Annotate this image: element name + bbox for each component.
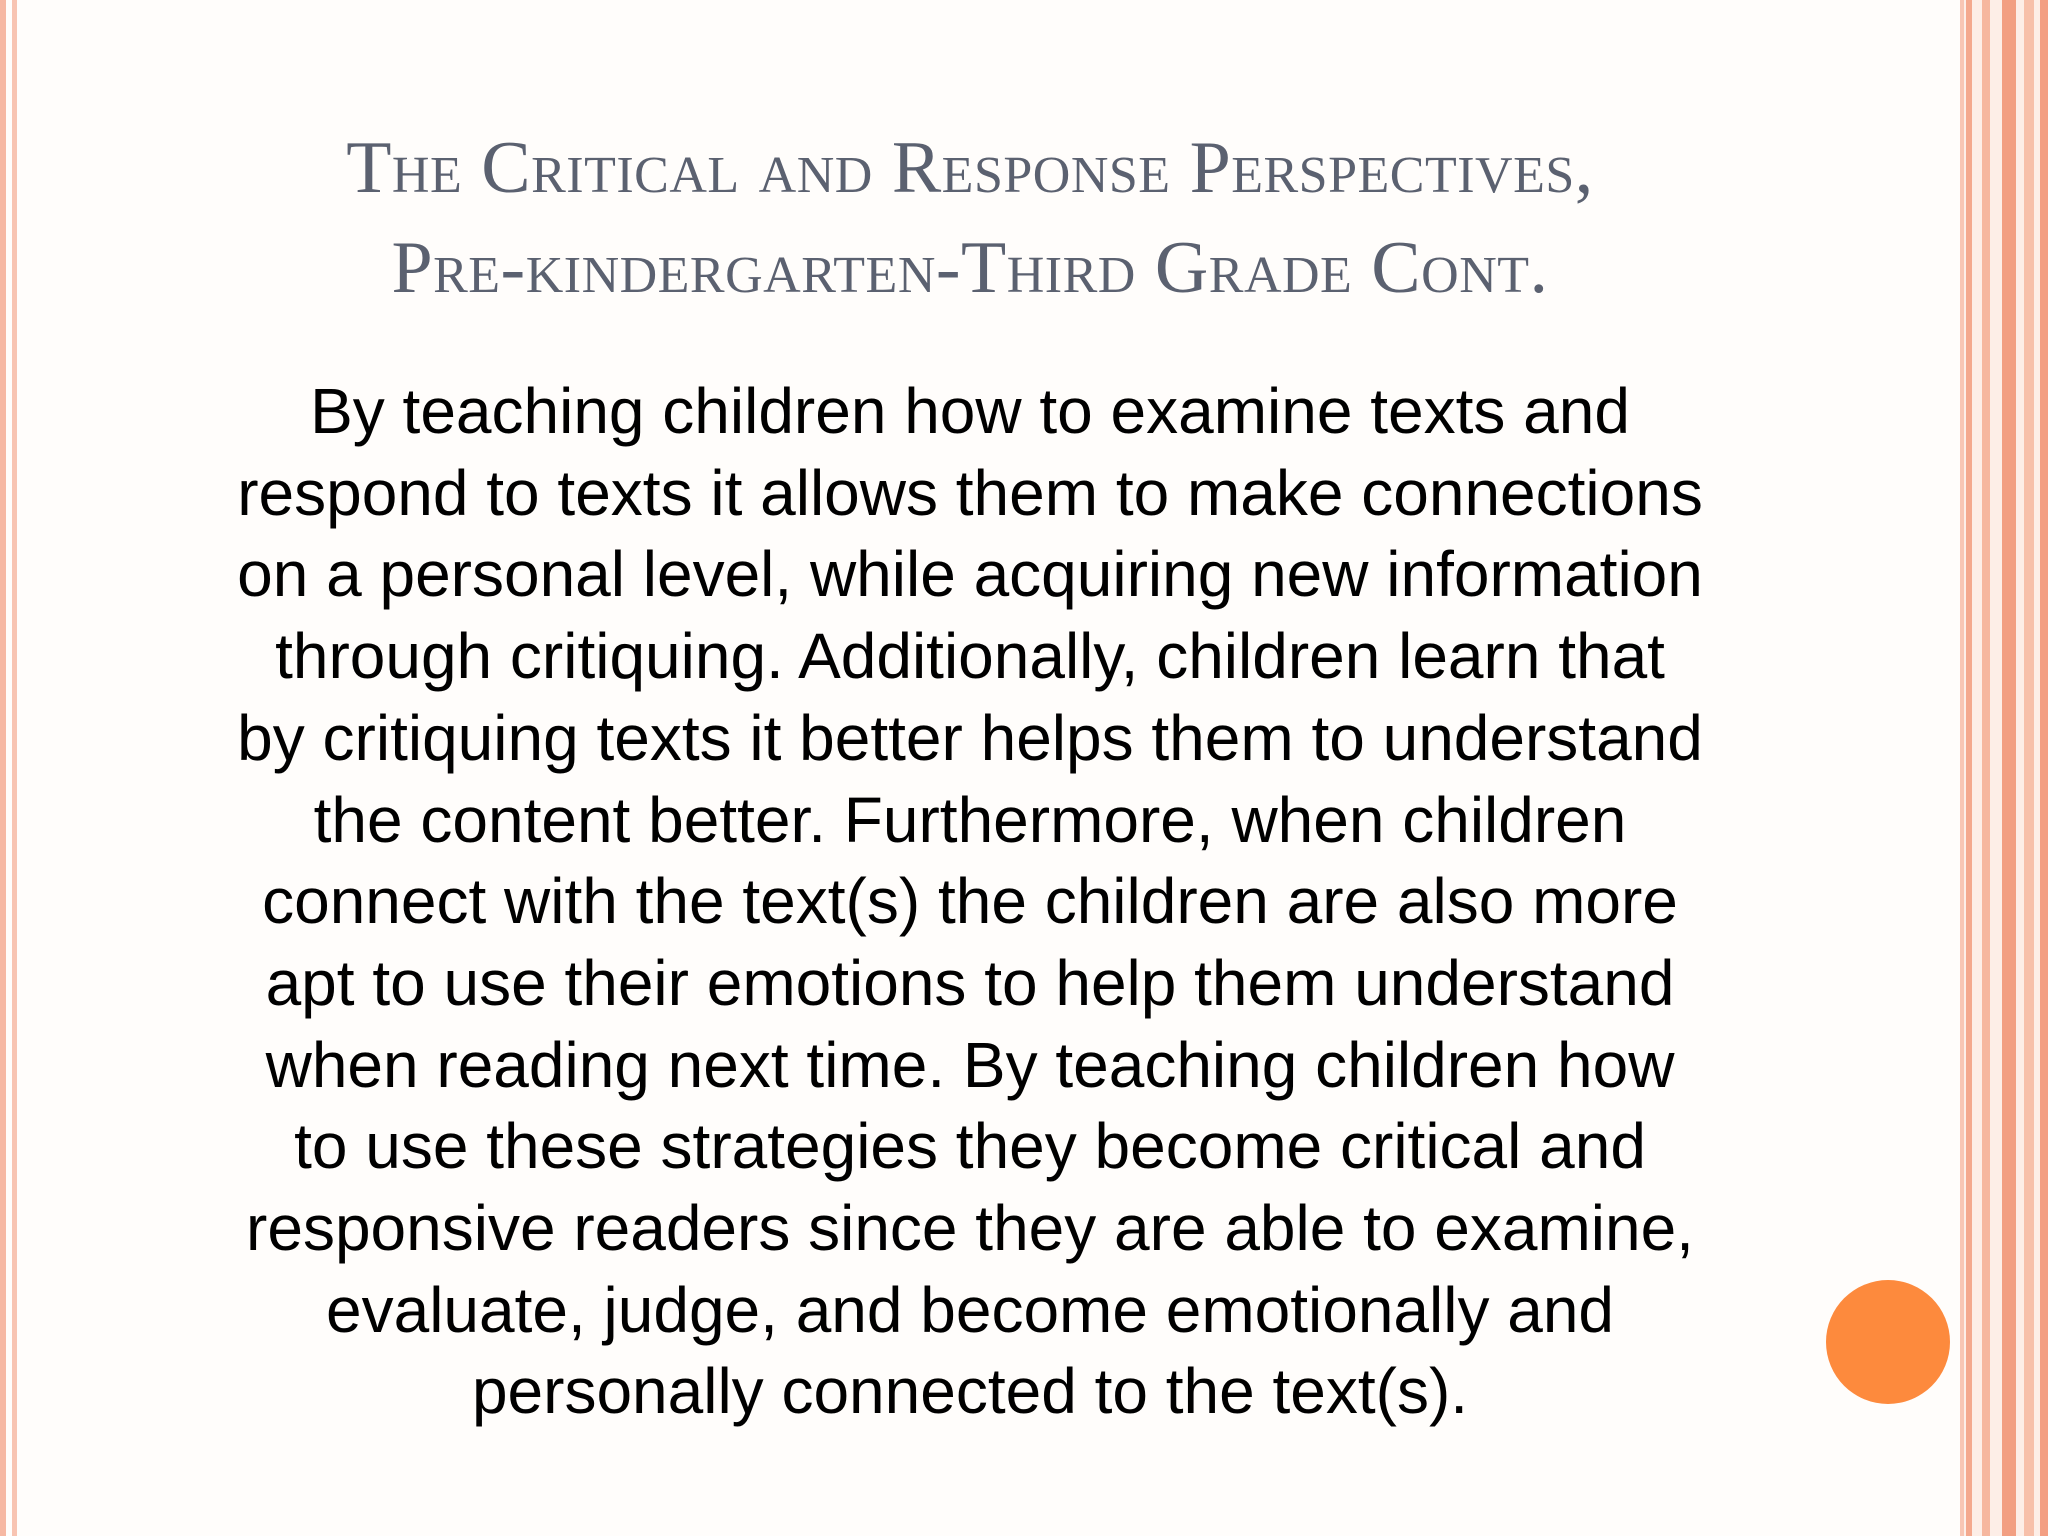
slide-title-line-2: Pre-kindergarten-Third Grade Cont. <box>391 227 1549 309</box>
body-line: to use these strategies they become critical and <box>294 1110 1646 1183</box>
right-border-stripe <box>1960 0 1964 1536</box>
slide-title-line-1: The Critical and Response Perspectives, <box>346 127 1594 209</box>
left-border-stripe <box>0 0 6 1536</box>
body-line: By teaching children how to examine texts and <box>310 375 1630 447</box>
body-line: evaluate, judge, and become emotionally and <box>326 1273 1614 1346</box>
body-line: personally connected to the text(s). <box>471 1355 1469 1428</box>
body-line: the content better. Furthermore, when children <box>313 783 1627 856</box>
accent-dot <box>1826 1280 1950 1404</box>
body-line: apt to use their emotions to help them understand <box>265 946 1675 1019</box>
body-line: connect with the text(s) the children are also more <box>262 865 1678 938</box>
right-border-stripe <box>1966 0 1972 1536</box>
slide-title <box>150 118 1790 318</box>
right-border-stripe <box>2040 0 2048 1536</box>
body-line: responsive readers since they are able to examine, <box>246 1192 1694 1265</box>
left-border-stripe-inner <box>12 0 17 1536</box>
body-line: on a personal level, while acquiring new information <box>237 538 1703 611</box>
right-border-stripe <box>2002 0 2016 1536</box>
body-line: through critiquing. Additionally, children learn that <box>275 620 1665 693</box>
slide-body <box>170 371 1770 1433</box>
body-line: by critiquing texts it better helps them to understand <box>237 701 1703 774</box>
body-line: when reading next time. By teaching children how <box>265 1028 1675 1101</box>
body-line: respond to texts it allows them to make connections <box>237 456 1703 529</box>
right-border-stripe <box>2024 0 2034 1536</box>
right-border-stripe <box>1982 0 1990 1536</box>
